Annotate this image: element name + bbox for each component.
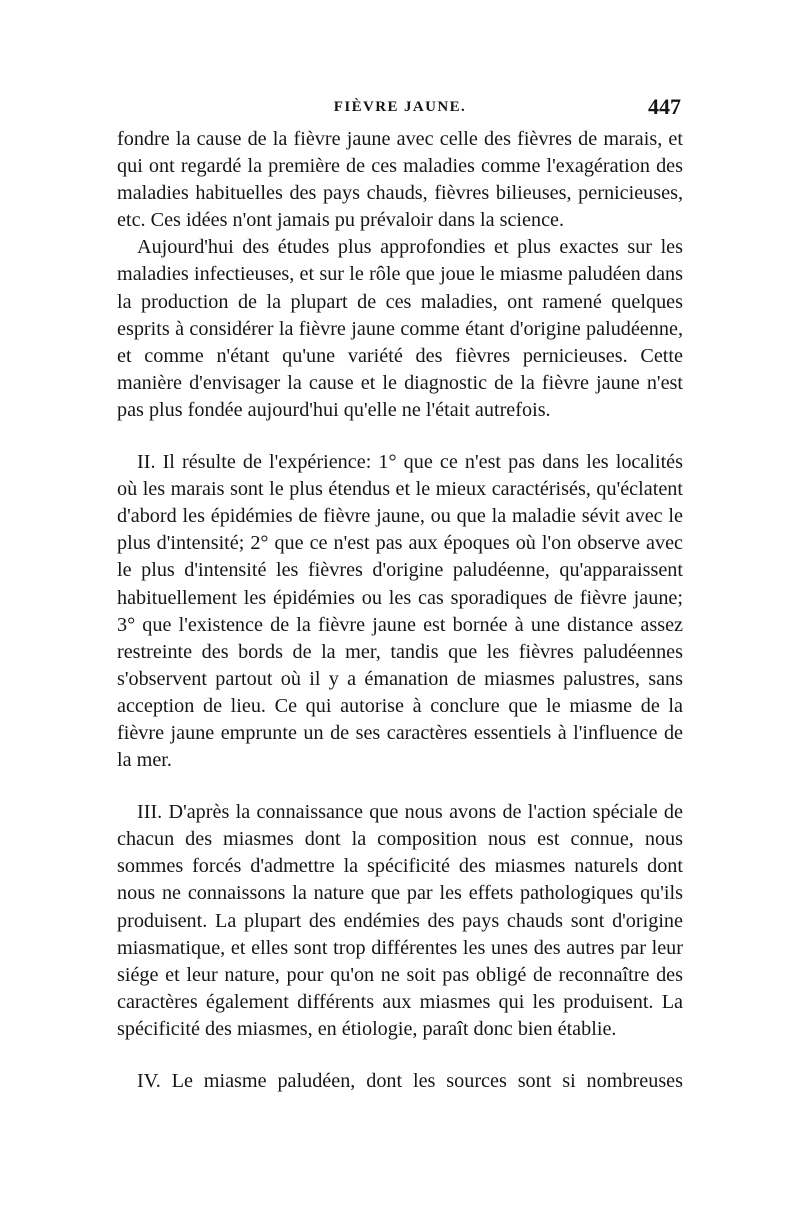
paragraph-section-iii: III. D'après la connaissance que nous avons de l'action spéciale de chacun des miasmes dont la composition nous est connue, nous sommes forcés d'admettre la spécificité des miasmes naturels dont nous ne connaissons la nature que par les effets pathologiques qu'ils produisent. La plupart des endémies des pays chauds sont d'origine miasmatique, et elles sont trop différentes les unes des autres par leur siége et leur nature, pour qu'on ne soit pas obligé de reconnaître des caractères également différents aux miasmes qui les produisent. La spécificité des miasmes, en étiologie, paraît donc bien établie. [117, 801, 683, 1040]
paragraph-section-iv: IV. Le miasme paludéen, dont les sources sont si nombreuses [137, 1070, 683, 1092]
page-header [117, 96, 683, 120]
paragraph-aujourdhui: Aujourd'hui des études plus approfondies et plus exactes sur les maladies infectieuses, et sur le rôle que joue le miasme paludéen dans la production de la plupart de ces maladies, ont ramené quelques esprits à considérer la fièvre jaune comme étant d'origine paludéenne, et comme n'étant qu'une variété des fièvres pernicieuses. Cette manière d'envisager la cause et le diagnostic de la fièvre jaune n'est pas plus fondée aujourd'hui qu'elle ne l'était autrefois. [117, 236, 683, 421]
paragraph-section-ii: II. Il résulte de l'expérience: 1° que ce n'est pas dans les localités où les marais sont le plus étendus et le mieux caractérisés, qu'éclatent d'abord les épidémies de fièvre jaune, ou que la maladie sévit avec le plus d'intensité; 2° que ce n'est pas aux époques où l'on observe avec le plus d'intensité les fièvres d'origine paludéenne, qu'apparaissent habituellement les épidémies ou les cas sporadiques de fièvre jaune; 3° que l'existence de la fièvre jaune est bornée à une distance assez restreinte des bords de la mer, tandis que les fièvres paludéennes s'observent partout où il y a émanation de miasmes palustres, sans acception de lieu. Ce qui autorise à conclure que le miasme de la fièvre jaune emprunte un de ses caractères essentiels à l'influence de la mer. [117, 451, 683, 772]
running-title: FIÈVRE JAUNE. [333, 99, 467, 115]
paragraph-continuation: fondre la cause de la fièvre jaune avec celle des fièvres de marais, et qui ont regardé la première de ces maladies comme l'exagération des maladies habituelles des pays chauds, fièvres bilieuses, pernicieuses, etc. Ces idées n'ont jamais pu prévaloir dans la science. [117, 128, 683, 232]
body-text [117, 126, 683, 1095]
page-number: 447 [648, 94, 681, 119]
